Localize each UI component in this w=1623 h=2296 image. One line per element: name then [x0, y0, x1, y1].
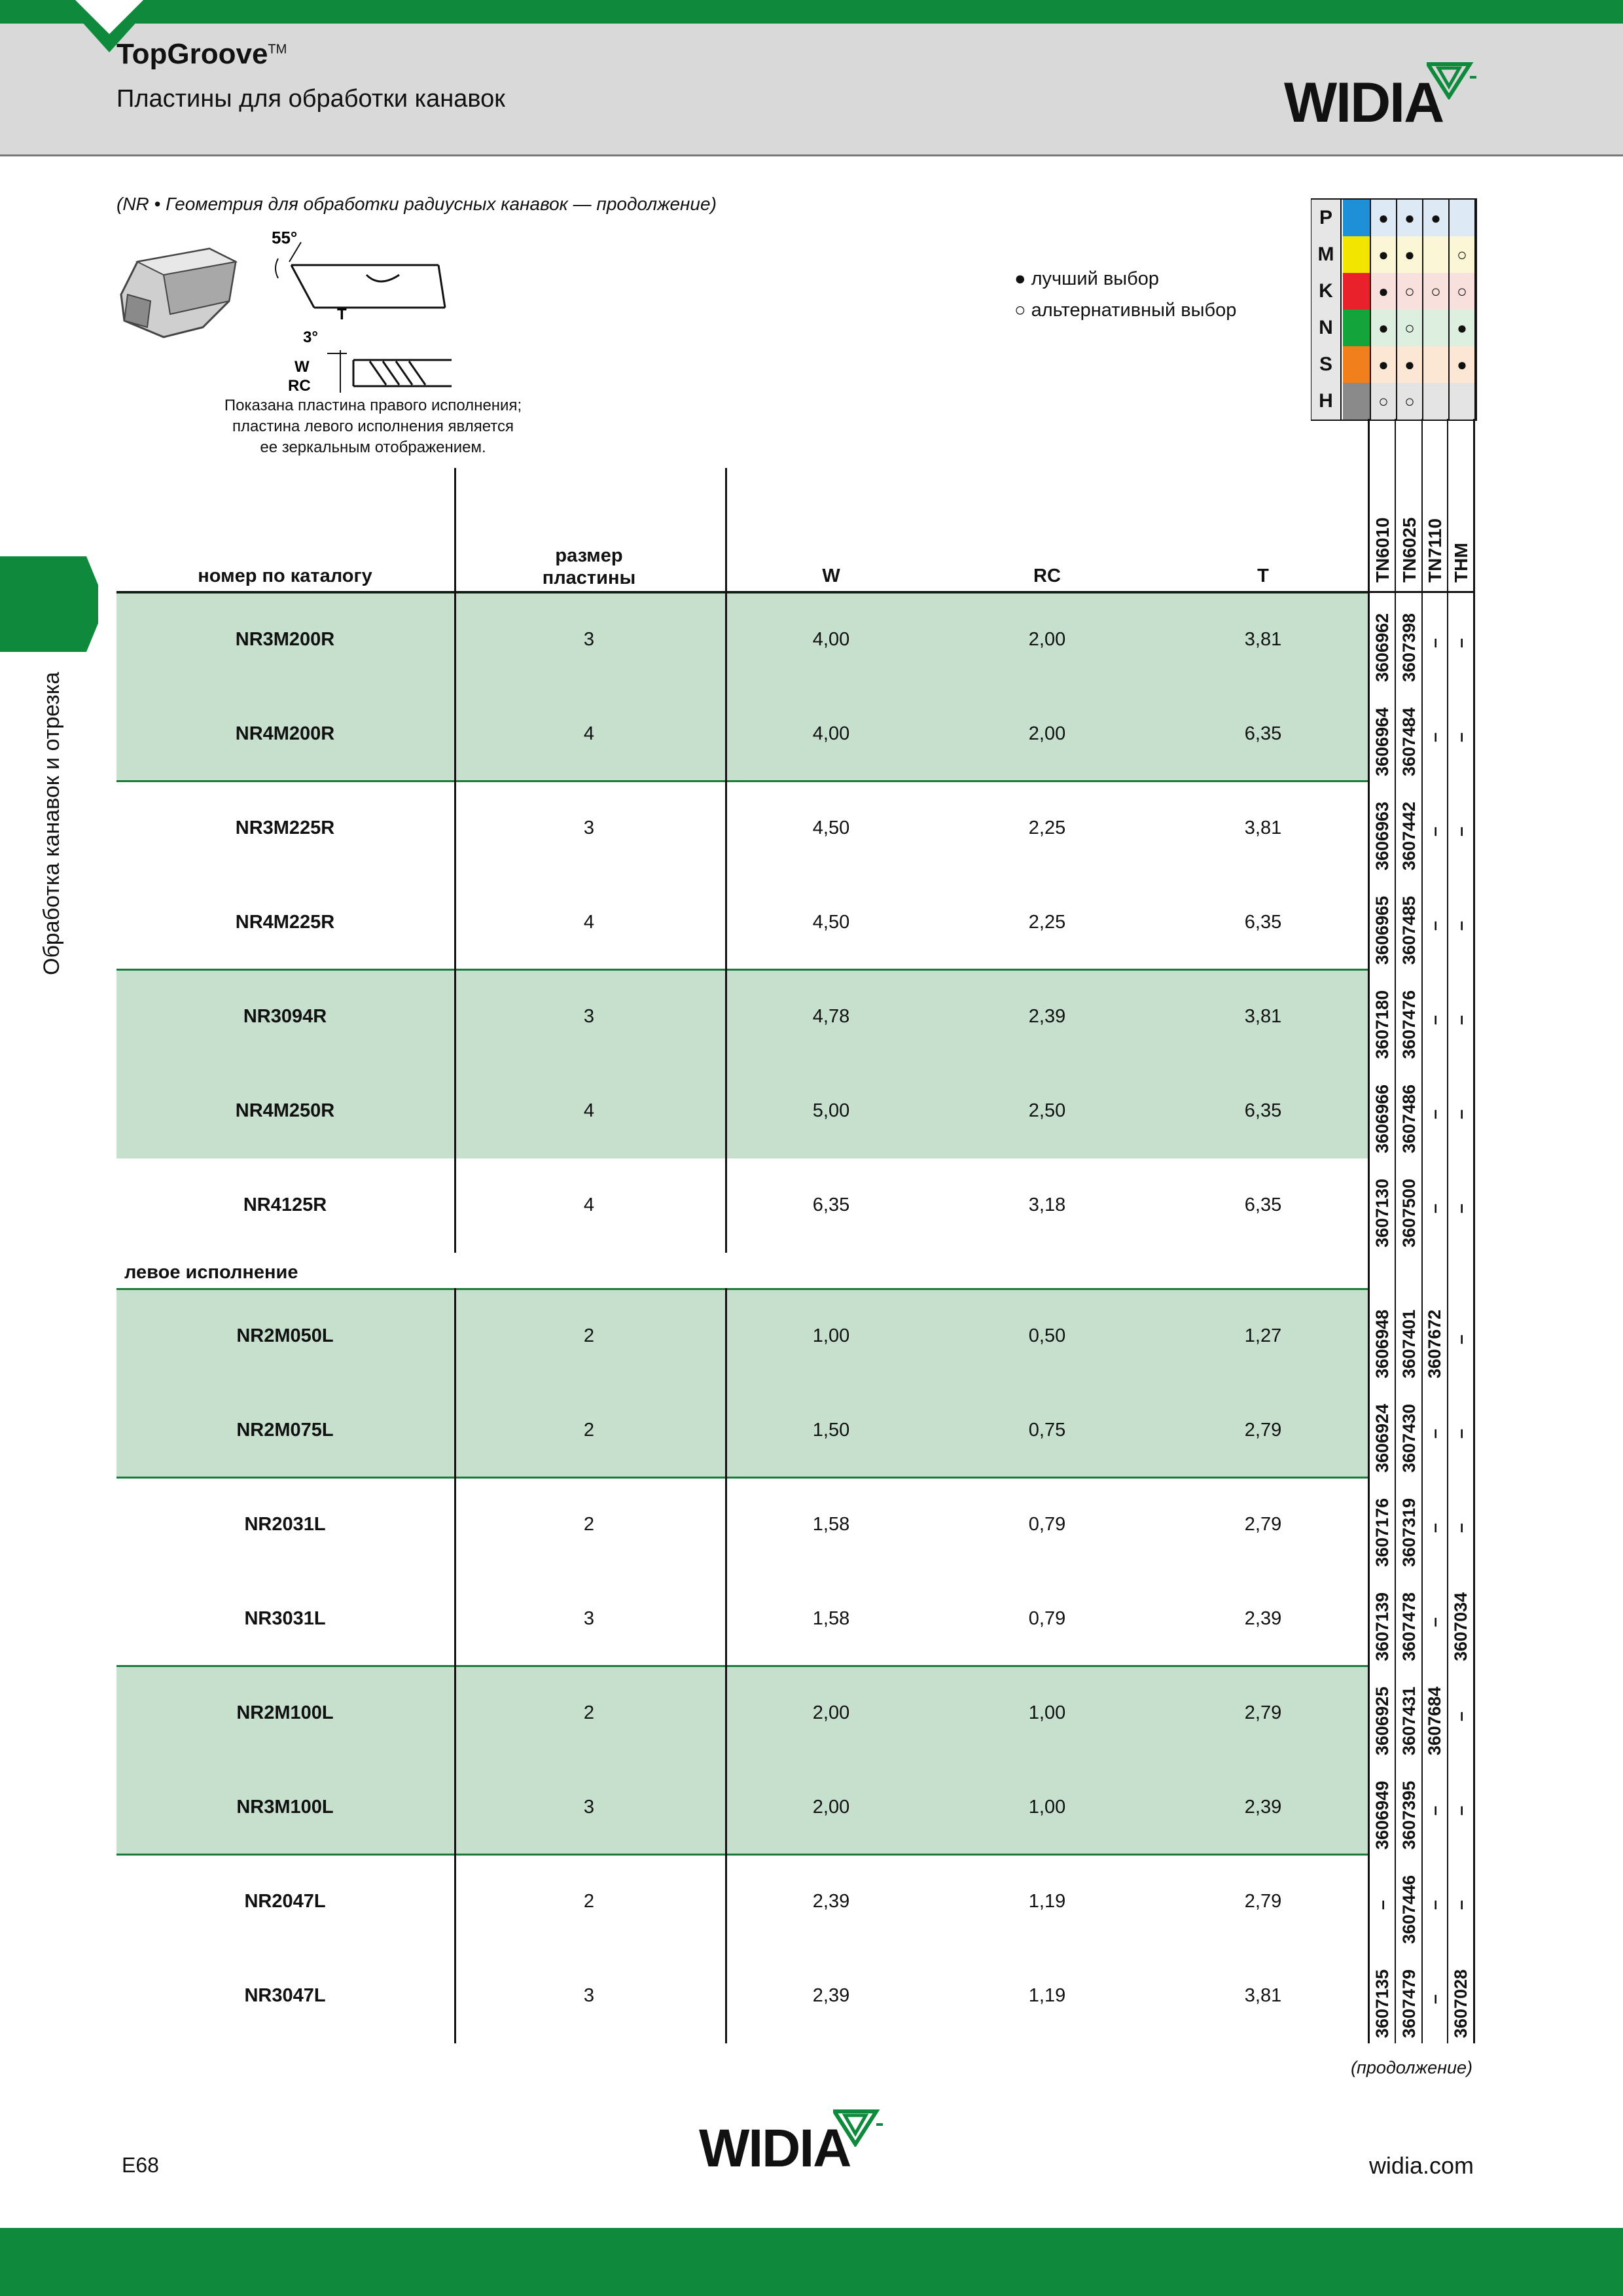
- cell-w: 4,50: [812, 817, 850, 838]
- not-available-dash: –: [1372, 1899, 1392, 1910]
- order-code: 3607135: [1372, 1969, 1392, 2038]
- cell-rc: 0,75: [1028, 1420, 1066, 1441]
- not-available-dash: –: [1451, 1203, 1471, 1213]
- order-code: 3607446: [1399, 1874, 1419, 1944]
- not-available-dash: –: [1451, 826, 1471, 836]
- catalog-number: NR3047L: [244, 1985, 326, 2006]
- order-code: 3607684: [1425, 1686, 1444, 1755]
- cell-t: 2,39: [1244, 1797, 1282, 1818]
- catalog-number: NR3094R: [243, 1006, 327, 1027]
- order-code: 3607398: [1399, 613, 1419, 682]
- cell-t: 3,81: [1244, 1985, 1282, 2006]
- order-code: 3607484: [1399, 707, 1419, 776]
- order-code: 3607139: [1372, 1592, 1392, 1661]
- caption-line: ее зеркальным отображением.: [260, 439, 486, 456]
- caption-line: пластина левого исполнения является: [232, 418, 514, 435]
- widia-logo-footer: [699, 2118, 850, 2179]
- cell-size: 2: [583, 1702, 595, 1723]
- empty-cell: [1423, 236, 1450, 274]
- cell-rc: 2,39: [1028, 1006, 1066, 1027]
- not-available-dash: –: [1451, 1711, 1471, 1721]
- row-divider: [116, 969, 1368, 971]
- order-code: 3606949: [1372, 1780, 1392, 1850]
- material-color-swatch: [1343, 236, 1371, 274]
- cell-w: 2,00: [812, 1702, 850, 1723]
- not-available-dash: –: [1425, 1203, 1444, 1213]
- order-code: 3606925: [1372, 1686, 1392, 1755]
- caption-line: Показана пластина правого исполнения;: [224, 397, 522, 414]
- cell-w: 4,00: [812, 629, 850, 650]
- order-code: 3607028: [1451, 1969, 1471, 2038]
- cell-t: 6,35: [1244, 1100, 1282, 1121]
- cell-rc: 2,00: [1028, 723, 1066, 744]
- not-available-dash: –: [1451, 1805, 1471, 1816]
- legend-alt-label: альтернативный выбор: [1031, 300, 1237, 321]
- filled-dot-icon: ●: [1371, 236, 1397, 274]
- filled-dot-icon: ●: [1423, 200, 1450, 238]
- filled-dot-icon: ●: [1397, 200, 1423, 238]
- column-divider: [454, 1288, 456, 2043]
- column-divider: [1368, 419, 1370, 2043]
- order-code: 3606924: [1372, 1403, 1392, 1473]
- catalog-number: NR3031L: [244, 1608, 326, 1629]
- cell-t: 6,35: [1244, 1194, 1282, 1215]
- column-divider: [454, 468, 456, 1253]
- cell-w: 1,58: [812, 1608, 850, 1629]
- not-available-dash: –: [1425, 1428, 1444, 1439]
- filled-dot-icon: ●: [1450, 310, 1476, 348]
- row-divider: [116, 780, 1368, 782]
- order-code: 3607180: [1372, 990, 1392, 1059]
- insert-side-view: [327, 350, 452, 393]
- empty-cell: [1450, 200, 1476, 238]
- empty-cell: [1423, 346, 1450, 384]
- material-color-swatch: [1343, 383, 1371, 421]
- filled-dot-icon: ●: [1450, 346, 1476, 384]
- not-available-dash: –: [1425, 920, 1444, 931]
- cell-size: 2: [583, 1514, 595, 1535]
- cell-t: 3,81: [1244, 817, 1282, 838]
- not-available-dash: –: [1425, 1522, 1444, 1533]
- cell-rc: 2,00: [1028, 629, 1066, 650]
- not-available-dash: –: [1425, 1805, 1444, 1816]
- grade-header: TN6025: [1399, 517, 1419, 583]
- left-hand-section-label: левое исполнение: [124, 1262, 298, 1283]
- filled-dot-icon: ●: [1014, 268, 1026, 289]
- column-divider: [725, 468, 727, 1253]
- filled-dot-icon: ●: [1371, 200, 1397, 238]
- cell-t: 3,81: [1244, 1006, 1282, 1027]
- cell-w: 2,00: [812, 1797, 850, 1818]
- cell-rc: 2,25: [1028, 817, 1066, 838]
- not-available-dash: –: [1425, 1899, 1444, 1910]
- geometry-note: (NR • Геометрия для обработки радиусных канавок — продолжение): [116, 194, 717, 214]
- cell-w: 5,00: [812, 1100, 850, 1121]
- insert-caption: [196, 395, 550, 458]
- cell-rc: 2,50: [1028, 1100, 1066, 1121]
- material-code: S: [1311, 346, 1342, 384]
- open-dot-icon: ○: [1423, 273, 1450, 311]
- open-dot-icon: ○: [1371, 383, 1397, 421]
- col-header-size: [455, 545, 723, 589]
- column-divider: [1395, 419, 1396, 2043]
- not-available-dash: –: [1451, 1899, 1471, 1910]
- catalog-number: NR4M200R: [235, 723, 335, 744]
- cell-t: 2,79: [1244, 1702, 1282, 1723]
- order-code: 3607431: [1399, 1686, 1419, 1755]
- order-code: 3606964: [1372, 707, 1392, 776]
- open-dot-icon: ○: [1014, 300, 1026, 321]
- cell-t: 2,79: [1244, 1420, 1282, 1441]
- not-available-dash: –: [1451, 1014, 1471, 1025]
- catalog-number: NR2M075L: [236, 1420, 334, 1441]
- cell-w: 6,35: [812, 1194, 850, 1215]
- column-divider: [725, 1288, 727, 2043]
- cell-size: 3: [583, 1006, 595, 1027]
- catalog-number: NR4M250R: [235, 1100, 335, 1121]
- material-code: K: [1311, 273, 1342, 311]
- catalog-number: NR3M100L: [236, 1797, 334, 1818]
- cell-rc: 2,25: [1028, 912, 1066, 933]
- cell-size: 4: [583, 1100, 595, 1121]
- grade-header: TN7110: [1425, 518, 1445, 583]
- order-code: 3607486: [1399, 1084, 1419, 1153]
- not-available-dash: –: [1425, 1014, 1444, 1025]
- not-available-dash: –: [1451, 920, 1471, 931]
- not-available-dash: –: [1451, 637, 1471, 648]
- logo-text: WIDIA: [1284, 71, 1444, 134]
- order-code: 3607672: [1425, 1309, 1444, 1378]
- not-available-dash: –: [1451, 1428, 1471, 1439]
- legend-alternative: [1014, 300, 1236, 321]
- order-code: 3606965: [1372, 895, 1392, 965]
- row-divider: [116, 1288, 1368, 1290]
- catalog-number: NR4125R: [243, 1194, 327, 1215]
- not-available-dash: –: [1451, 1109, 1471, 1119]
- cell-size: 2: [583, 1420, 595, 1441]
- not-available-dash: –: [1425, 637, 1444, 648]
- not-available-dash: –: [1425, 1994, 1444, 2004]
- open-dot-icon: ○: [1397, 310, 1423, 348]
- page-subtitle: Пластины для обработки канавок: [116, 85, 505, 113]
- order-code: 3607478: [1399, 1592, 1419, 1661]
- bottom-accent-bar: [0, 2228, 1623, 2296]
- widia-logo-header: [1284, 71, 1443, 135]
- order-code: 3607395: [1399, 1780, 1419, 1850]
- cell-t: 1,27: [1244, 1325, 1282, 1346]
- cell-size: 3: [583, 1608, 595, 1629]
- open-dot-icon: ○: [1397, 273, 1423, 311]
- dim-w-label: W: [294, 358, 310, 376]
- cell-t: 6,35: [1244, 723, 1282, 744]
- cell-size: 3: [583, 817, 595, 838]
- section-side-tab: [0, 556, 98, 652]
- material-color-swatch: [1343, 273, 1371, 311]
- catalog-number: NR3M200R: [235, 629, 335, 650]
- grade-header: TN6010: [1372, 517, 1393, 583]
- empty-cell: [1450, 383, 1476, 421]
- cell-rc: 0,79: [1028, 1514, 1066, 1535]
- material-code: H: [1311, 383, 1342, 421]
- order-code: 3607430: [1399, 1403, 1419, 1473]
- order-code: 3606948: [1372, 1309, 1392, 1378]
- cell-rc: 3,18: [1028, 1194, 1066, 1215]
- cell-w: 2,39: [812, 1985, 850, 2006]
- catalog-number: NR4M225R: [235, 912, 335, 933]
- cell-size: 2: [583, 1891, 595, 1912]
- filled-dot-icon: ●: [1371, 273, 1397, 311]
- cell-w: 2,39: [812, 1891, 850, 1912]
- material-code: P: [1311, 200, 1342, 238]
- order-code: 3607401: [1399, 1309, 1419, 1378]
- website-link[interactable]: widia.com: [1368, 2152, 1474, 2179]
- cell-w: 4,00: [812, 723, 850, 744]
- column-divider: [1447, 419, 1448, 2043]
- order-code: 3607485: [1399, 895, 1419, 965]
- cell-rc: 0,79: [1028, 1608, 1066, 1629]
- order-code: 3607476: [1399, 990, 1419, 1059]
- cell-w: 1,50: [812, 1420, 850, 1441]
- cell-w: 4,78: [812, 1006, 850, 1027]
- material-code: M: [1311, 236, 1342, 274]
- not-available-dash: –: [1451, 732, 1471, 742]
- filled-dot-icon: ●: [1397, 346, 1423, 384]
- order-code: 3607319: [1399, 1498, 1419, 1567]
- material-color-swatch: [1343, 346, 1371, 384]
- cell-w: 4,50: [812, 912, 850, 933]
- continued-label: (продолжение): [1351, 2058, 1472, 2077]
- order-code: 3607034: [1451, 1592, 1471, 1661]
- material-color-swatch: [1343, 200, 1371, 238]
- order-code: 3607176: [1372, 1498, 1392, 1567]
- col-header-w: W: [822, 565, 840, 586]
- logo-triangle-icon: [833, 2109, 884, 2147]
- filled-dot-icon: ●: [1371, 310, 1397, 348]
- catalog-number: NR2M100L: [236, 1702, 334, 1723]
- empty-cell: [1423, 310, 1450, 348]
- catalog-number: NR3M225R: [235, 817, 335, 838]
- cell-t: 6,35: [1244, 912, 1282, 933]
- order-code: 3607500: [1399, 1178, 1419, 1247]
- order-code: 3606966: [1372, 1084, 1392, 1153]
- corner-notch: [75, 0, 143, 34]
- cell-t: 2,39: [1244, 1608, 1282, 1629]
- cell-size: 2: [583, 1325, 595, 1346]
- not-available-dash: –: [1425, 732, 1444, 742]
- logo-triangle-icon: [1427, 62, 1478, 99]
- row-divider: [116, 1665, 1368, 1667]
- row-divider: [116, 1854, 1368, 1856]
- page-number: E68: [122, 2153, 159, 2177]
- angle-3-label: 3°: [303, 329, 318, 346]
- cell-size: 4: [583, 1194, 595, 1215]
- legend-best: [1014, 268, 1159, 290]
- top-accent-bar: [0, 0, 1623, 24]
- not-available-dash: –: [1425, 826, 1444, 836]
- cell-rc: 1,00: [1028, 1702, 1066, 1723]
- open-dot-icon: ○: [1450, 236, 1476, 274]
- logo-text: WIDIA: [699, 2119, 851, 2178]
- material-code: N: [1311, 310, 1342, 348]
- catalog-number: NR2047L: [244, 1891, 326, 1912]
- empty-cell: [1423, 383, 1450, 421]
- grade-header: THM: [1451, 543, 1471, 583]
- col-header-catalog: номер по каталогу: [198, 565, 372, 586]
- cell-rc: 1,00: [1028, 1797, 1066, 1818]
- not-available-dash: –: [1425, 1109, 1444, 1119]
- order-code: 3606963: [1372, 801, 1392, 870]
- insert-drawing: [111, 223, 465, 399]
- catalog-number: NR2031L: [244, 1514, 326, 1535]
- legend-best-label: лучший выбор: [1031, 268, 1159, 289]
- col-header-t: T: [1257, 565, 1269, 586]
- order-code: 3606962: [1372, 613, 1392, 682]
- insert-3d-image: [121, 249, 236, 337]
- open-dot-icon: ○: [1397, 383, 1423, 421]
- cell-w: 1,58: [812, 1514, 850, 1535]
- row-divider: [116, 1477, 1368, 1479]
- order-code: 3607442: [1399, 801, 1419, 870]
- size-header-line: размер: [555, 545, 623, 566]
- page-title: TopGroove™: [116, 38, 287, 70]
- cell-size: 4: [583, 912, 595, 933]
- column-divider: [1473, 419, 1475, 2043]
- order-code: 3607130: [1372, 1178, 1392, 1247]
- material-color-swatch: [1343, 310, 1371, 348]
- dim-rc-label: RC: [288, 377, 311, 395]
- open-dot-icon: ○: [1450, 273, 1476, 311]
- dim-t-label: T: [337, 306, 347, 323]
- filled-dot-icon: ●: [1371, 346, 1397, 384]
- insert-top-view: [276, 242, 445, 308]
- size-header-line: пластины: [542, 567, 636, 588]
- cell-size: 3: [583, 629, 595, 650]
- section-side-label: Обработка канавок и отрезка: [39, 672, 64, 975]
- cell-size: 3: [583, 1797, 595, 1818]
- cell-rc: 1,19: [1028, 1985, 1066, 2006]
- cell-t: 3,81: [1244, 629, 1282, 650]
- cell-t: 2,79: [1244, 1514, 1282, 1535]
- not-available-dash: –: [1451, 1334, 1471, 1344]
- not-available-dash: –: [1451, 1522, 1471, 1533]
- cell-rc: 1,19: [1028, 1891, 1066, 1912]
- cell-size: 4: [583, 723, 595, 744]
- not-available-dash: –: [1425, 1617, 1444, 1627]
- col-header-rc: RC: [1033, 565, 1061, 586]
- header-underline: [116, 591, 1475, 593]
- cell-size: 3: [583, 1985, 595, 2006]
- cell-rc: 0,50: [1028, 1325, 1066, 1346]
- cell-w: 1,00: [812, 1325, 850, 1346]
- filled-dot-icon: ●: [1397, 236, 1423, 274]
- cell-t: 2,79: [1244, 1891, 1282, 1912]
- catalog-number: NR2M050L: [236, 1325, 334, 1346]
- angle-55-label: 55°: [272, 228, 298, 247]
- order-code: 3607479: [1399, 1969, 1419, 2038]
- column-divider: [1421, 419, 1423, 2043]
